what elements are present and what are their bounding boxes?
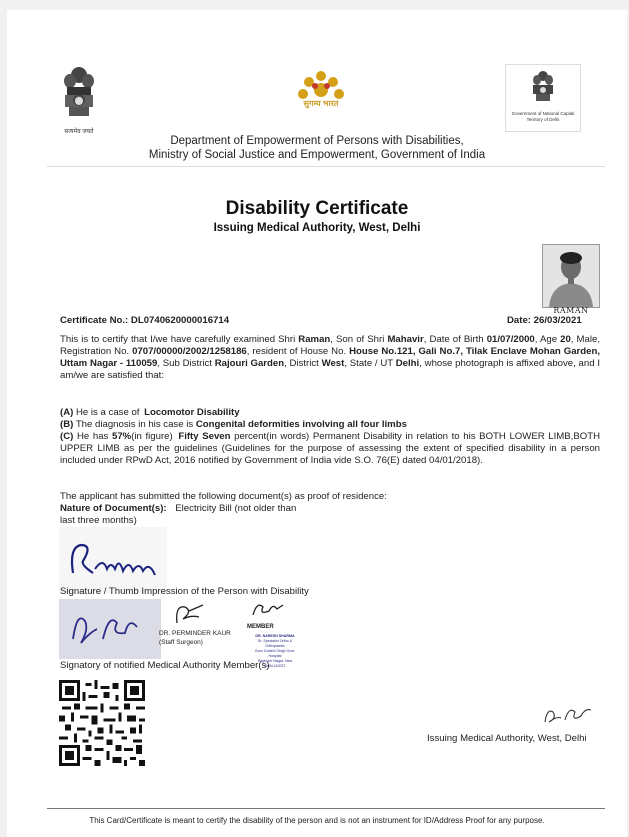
finding-b bbox=[60, 419, 600, 431]
accessible-india-logo bbox=[295, 68, 347, 122]
text: He is a case of bbox=[73, 407, 143, 418]
certificate-page bbox=[7, 10, 627, 837]
finding-c bbox=[60, 431, 600, 467]
footer-disclaimer: This Card/Certificate is meant to certify the disability of the person and is not an instrument for ID/Address Proof for any purpose. bbox=[89, 816, 545, 825]
date-of-birth: 01/07/2000 bbox=[486, 334, 535, 345]
stamp-line-3: Guru Gobind Singh Govt. Hospital bbox=[254, 649, 296, 658]
diagnosis: Congenital deformities involving all four limbs bbox=[195, 419, 407, 430]
issuing-authority: Issuing Medical Authority, West, Delhi bbox=[427, 733, 587, 744]
logo-text: सुगम्य भारत bbox=[303, 99, 339, 108]
disability-type: Locomotor Disability bbox=[144, 407, 240, 418]
board-signature-stamp bbox=[59, 599, 161, 659]
text: , State / UT bbox=[344, 358, 396, 369]
text: , whose photograph is affixed above, and I am/we are satisfied that: bbox=[60, 358, 600, 381]
emblem-caption: सत्यमेव जयते bbox=[64, 129, 94, 135]
stamp-line-1: DR. NARESH SHARMA bbox=[255, 634, 295, 638]
text: , resident of House No. bbox=[246, 346, 350, 357]
emblem-right-caption: Government of National Capital Territory of Delhi bbox=[511, 111, 575, 122]
finding-label: (A) bbox=[60, 407, 74, 418]
documents-intro: The applicant has submitted the following document(s) as proof of residence: bbox=[60, 491, 387, 502]
documents-nature bbox=[60, 503, 350, 515]
certificate-date bbox=[507, 315, 582, 327]
nature-value-line1: Electricity Bill (not older than bbox=[175, 503, 297, 514]
department-line-2: Ministry of Social Justice and Empowerment, Government of India bbox=[148, 149, 486, 161]
header-divider bbox=[47, 166, 605, 167]
disability-percent-words: Fifty Seven bbox=[178, 431, 231, 442]
text: , Son of Shri bbox=[330, 334, 388, 345]
delhi-govt-emblem bbox=[505, 64, 581, 132]
member-signature bbox=[247, 597, 287, 623]
certification-paragraph bbox=[60, 334, 600, 382]
applicant-photo bbox=[542, 244, 600, 308]
certificate-number-label: Certificate No.: bbox=[60, 315, 129, 326]
text: (in figure) bbox=[131, 431, 177, 442]
photo-caption: RAMAN bbox=[553, 306, 589, 315]
certificate-number-value: DL0740620000016714 bbox=[130, 315, 230, 326]
disability-percent: 57% bbox=[111, 431, 132, 442]
text: , District bbox=[284, 358, 322, 369]
stamp-line-4: Raghubir Nagar, New Delhi-110027 bbox=[257, 659, 293, 668]
board-caption: Signatory of notified Medical Authority Member(s) bbox=[60, 660, 270, 671]
nature-value-line2: last three months) bbox=[60, 515, 137, 526]
registration-number: 0707/00000/2002/1258186 bbox=[132, 346, 247, 357]
district: West bbox=[321, 358, 345, 369]
certificate-title: Disability Certificate bbox=[225, 198, 409, 219]
father-name: Mahavir bbox=[387, 334, 424, 345]
text: The diagnosis in his case is bbox=[73, 419, 196, 430]
certificate-subtitle: Issuing Medical Authority, West, Delhi bbox=[213, 222, 421, 234]
doctor-signature bbox=[169, 599, 209, 629]
ashoka-emblem-left bbox=[59, 64, 99, 135]
stamp-line-2: Sr. Specialist Ortho & Orthopaedic bbox=[257, 639, 293, 648]
findings-list bbox=[60, 407, 600, 467]
text: , Age bbox=[534, 334, 561, 345]
text: percent(in words) Permanent Disability in relation to his BOTH LOWER LIMB,BOTH UPPER LIMB as per the guidelines (Guidelines for the purpose of assessing the extent of specified disability in a person included under RPwD Act, 2016 notified by Government of India vide S.O. 76(E) dated 04/01/2018). bbox=[60, 431, 600, 466]
doctor-role: (Staff Surgeon) bbox=[159, 639, 203, 646]
certificate-date-value: 26/03/2021 bbox=[533, 315, 582, 326]
text: , Male, Registration No. bbox=[60, 334, 601, 357]
sub-district: Rajouri Garden bbox=[214, 358, 285, 369]
qr-code bbox=[59, 680, 145, 766]
finding-label: (C) bbox=[60, 431, 74, 442]
official-stamp bbox=[253, 634, 297, 668]
certificate-number bbox=[60, 315, 229, 327]
department-line-1: Department of Empowerment of Persons with Disabilities, bbox=[170, 135, 464, 147]
text: , Sub District bbox=[157, 358, 215, 369]
finding-label: (B) bbox=[60, 419, 74, 430]
nature-label: Nature of Document(s): bbox=[60, 503, 167, 514]
issuing-authority-signature bbox=[537, 700, 597, 730]
text: This is to certify that I/we have carefully examined Shri bbox=[60, 334, 299, 345]
signature-caption: Signature / Thumb Impression of the Person with Disability bbox=[60, 586, 309, 597]
text: He has bbox=[73, 431, 112, 442]
text: , Date of Birth bbox=[423, 334, 487, 345]
finding-a bbox=[60, 407, 600, 419]
applicant-signature bbox=[59, 527, 167, 593]
address: House No.121, Gali No.7, Tilak Enclave Mohan Garden, Uttam Nagar - 110059 bbox=[60, 346, 600, 369]
certificate-date-label: Date: bbox=[507, 315, 531, 326]
applicant-name: Raman bbox=[298, 334, 331, 345]
state: Delhi bbox=[395, 358, 420, 369]
doctor-name: DR. PERMINDER KAUR bbox=[159, 630, 231, 637]
member-label: MEMBER bbox=[247, 624, 274, 630]
age: 20 bbox=[560, 334, 571, 345]
footer-divider bbox=[47, 808, 605, 809]
